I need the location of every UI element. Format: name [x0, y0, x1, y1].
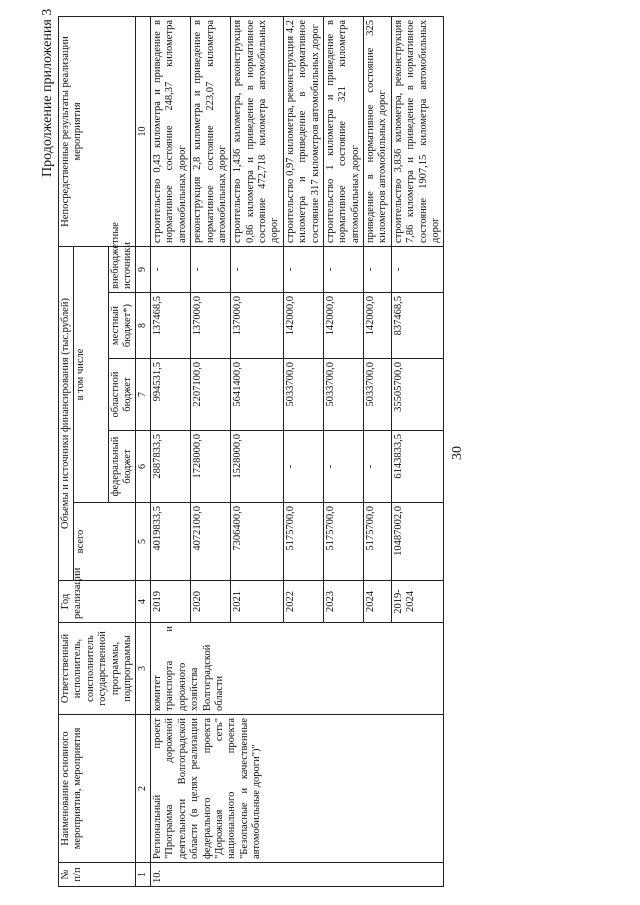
- row-total: 10487002,0: [391, 503, 444, 581]
- row-federal: -: [283, 431, 323, 503]
- row-regional: 994531,5: [151, 359, 191, 431]
- row-regional: 5033700,0: [283, 359, 323, 431]
- row-extra: -: [391, 246, 444, 292]
- activity-executor: комитет транспорта и дорожного хозяйства Волгоградской области: [151, 623, 444, 715]
- header-including: в том числе: [74, 246, 108, 502]
- row-year: 2024: [364, 581, 392, 623]
- row-regional: 35505700,0: [391, 359, 444, 431]
- row-federal: 1528000,0: [231, 431, 284, 503]
- header-extra: внебюджетные источники: [108, 246, 136, 292]
- row-federal: -: [364, 431, 392, 503]
- row-local: 837468,5: [391, 293, 444, 359]
- row-year: 2023: [323, 581, 363, 623]
- row-local: 137000,0: [191, 293, 231, 359]
- header-executor: Ответственный исполнитель, соисполнитель государственной программы, подпрограммы: [59, 623, 136, 715]
- row-year: 2021: [231, 581, 284, 623]
- continuation-title: Продолжение приложения 3: [40, 8, 55, 177]
- row-extra: -: [231, 246, 284, 292]
- row-regional: 2207100,0: [191, 359, 231, 431]
- col-number: 1: [136, 863, 151, 887]
- col-number: 4: [136, 581, 151, 623]
- row-local: 142000,0: [323, 293, 363, 359]
- row-local: 142000,0: [283, 293, 323, 359]
- row-result: строительство 3,836 километра, реконструкция 7,86 километра и приведение в нормативное состояние 1907,15 километра автомобильных дорог: [391, 16, 444, 246]
- col-number: 3: [136, 623, 151, 715]
- activity-name: Региональный проект "Программа дорожной деятельности Волгоградской области (в целях реализации федерального проекта "Дорожная сеть" национального проекта "Безопасные и качественные автомобильные дороги")": [151, 715, 444, 863]
- col-number: 5: [136, 503, 151, 581]
- row-total: 5175700,0: [283, 503, 323, 581]
- header-regional: областной бюджет: [108, 359, 136, 431]
- row-total: 7306400,0: [231, 503, 284, 581]
- row-regional: 5641400,0: [231, 359, 284, 431]
- row-year: 2019-2024: [391, 581, 444, 623]
- header-federal: федеральный бюджет: [108, 431, 136, 503]
- header-name: Наименование основного мероприятия, мероприятия: [59, 715, 136, 863]
- row-result: строительство 0,97 километра, реконструкция 4,2 километра и приведение в нормативное состояние 317 километров автомобильных дорог: [283, 16, 323, 246]
- col-number: 9: [136, 246, 151, 292]
- col-number: 10: [136, 16, 151, 246]
- row-result: строительство 1,436 километра, реконструкция 0,86 километра и приведение в нормативное состояние 472,718 километра автомобильных дорог: [231, 16, 284, 246]
- row-result: строительство 0,43 километра и приведение в нормативное состояние 248,37 километра автомобильных дорог: [151, 16, 191, 246]
- row-extra: -: [191, 246, 231, 292]
- row-result: приведение в нормативное состояние 325 километров автомобильных дорог: [364, 16, 392, 246]
- row-extra: -: [364, 246, 392, 292]
- header-local: местный бюджет*): [108, 293, 136, 359]
- col-number: 7: [136, 359, 151, 431]
- table-row: [151, 16, 191, 886]
- row-result: реконструкция 2,8 километра и приведение в нормативное состояние 223,07 километра автомобильных дорог: [191, 16, 231, 246]
- row-total: 5175700,0: [323, 503, 363, 581]
- header-year: Год реализации: [59, 581, 136, 623]
- column-number-row: [136, 16, 151, 886]
- header-num: № п/п: [59, 863, 136, 887]
- col-number: 6: [136, 431, 151, 503]
- page-number: 30: [450, 446, 465, 460]
- row-total: 5175700,0: [364, 503, 392, 581]
- row-regional: 5033700,0: [323, 359, 363, 431]
- program-table: [58, 16, 444, 887]
- header-row-1: [59, 16, 74, 886]
- row-local: 137000,0: [231, 293, 284, 359]
- row-local: 137468,5: [151, 293, 191, 359]
- header-result: Непосредственные результаты реализации мероприятия: [59, 16, 136, 246]
- row-extra: -: [151, 246, 191, 292]
- row-local: 142000,0: [364, 293, 392, 359]
- header-total: всего: [74, 503, 136, 581]
- row-total: 4019833,5: [151, 503, 191, 581]
- row-federal: 6143833,5: [391, 431, 444, 503]
- row-regional: 5033700,0: [364, 359, 392, 431]
- row-year: 2020: [191, 581, 231, 623]
- activity-number: 10.: [151, 863, 444, 887]
- header-funding: Объемы и источники финансирования (тыс.рублей): [59, 246, 74, 580]
- row-federal: 2887833,5: [151, 431, 191, 503]
- row-year: 2019: [151, 581, 191, 623]
- row-federal: 1728000,0: [191, 431, 231, 503]
- row-extra: -: [323, 246, 363, 292]
- row-federal: -: [323, 431, 363, 503]
- col-number: 2: [136, 715, 151, 863]
- row-result: строительство 1 километра и приведение в нормативное состояние 321 километра автомобильных дорог: [323, 16, 363, 246]
- row-total: 4072100,0: [191, 503, 231, 581]
- row-year: 2022: [283, 581, 323, 623]
- col-number: 8: [136, 293, 151, 359]
- row-extra: -: [283, 246, 323, 292]
